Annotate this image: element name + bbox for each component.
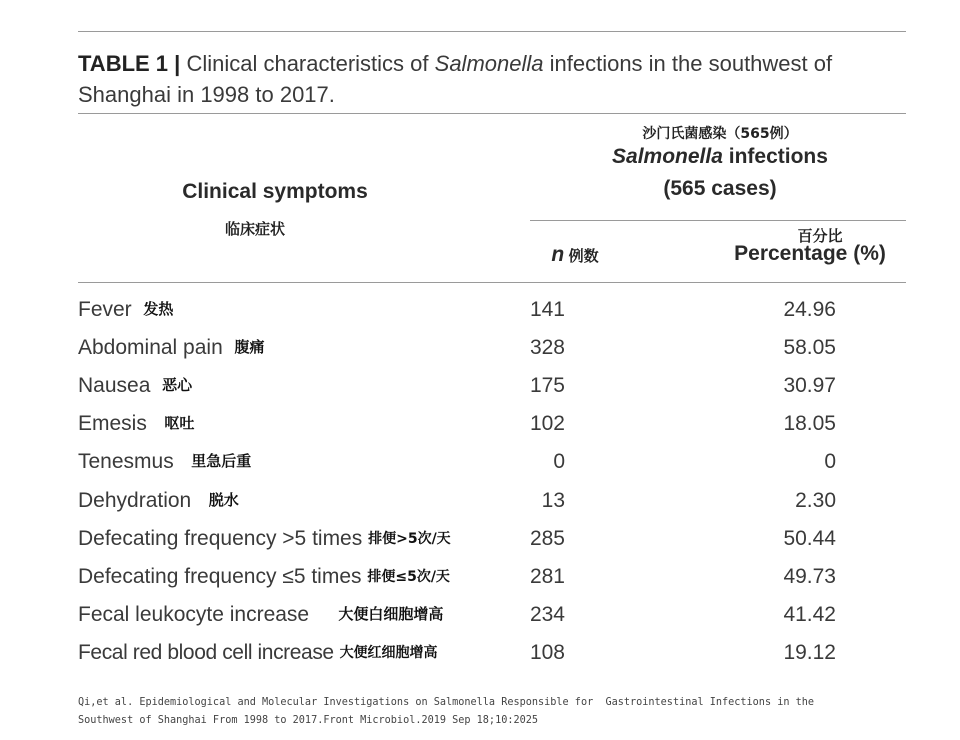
symptom-en: Nausea <box>78 374 151 397</box>
symptom-en: Defecating frequency ≤5 times <box>78 565 362 588</box>
percentage-cell: 24.96 <box>783 298 836 321</box>
citation <box>78 694 908 730</box>
symptom-en: Dehydration <box>78 489 192 512</box>
group-header-cases: (565 cases) <box>663 177 777 200</box>
symptom-cell <box>78 412 194 436</box>
table-row <box>78 565 906 603</box>
symptom-cn: 恶心 <box>162 376 193 394</box>
symptom-cn: 排便>5次/天 <box>368 531 451 547</box>
table-title <box>78 48 898 110</box>
symptom-cn: 腹痛 <box>234 338 265 356</box>
percentage-cell: 18.05 <box>783 412 836 435</box>
count-cell: 234 <box>529 603 565 626</box>
symptom-cell <box>78 298 173 322</box>
col-header-n <box>520 243 630 267</box>
count-cell: 328 <box>529 336 565 359</box>
table-row <box>78 641 906 679</box>
percentage-cell: 0 <box>824 450 836 473</box>
symptom-cell <box>78 489 239 513</box>
symptom-en: Abdominal pain <box>78 336 223 359</box>
symptom-en: Fecal red blood cell increase <box>78 641 334 664</box>
citation-line-1: Qi,et al. Epidemiological and Molecular Investigations on Salmonella Responsible for Gastrointestinal Infections in the <box>78 697 815 708</box>
percentage-cell: 50.44 <box>783 527 836 550</box>
table-row <box>78 450 906 488</box>
group-header-rest: infections <box>728 145 828 168</box>
count-cell: 285 <box>529 527 565 550</box>
percentage-cell: 49.73 <box>783 565 836 588</box>
count-cell: 13 <box>541 489 565 512</box>
symptom-cell <box>78 374 192 398</box>
symptom-cn: 大便红细胞增高 <box>339 645 438 661</box>
table-label: TABLE 1 | <box>78 51 181 76</box>
symptom-cell <box>78 336 264 360</box>
header-bottom-rule <box>78 282 906 283</box>
symptom-en: Defecating frequency >5 times <box>78 527 363 550</box>
col-header-n-cn: 例数 <box>568 247 599 265</box>
symptom-cn: 脱水 <box>208 491 239 509</box>
table-row <box>78 298 906 336</box>
symptom-cell <box>78 641 438 665</box>
count-cell: 108 <box>529 641 565 664</box>
symptom-cell <box>78 450 251 474</box>
table-row <box>78 489 906 527</box>
symptom-cn: 发热 <box>143 300 174 318</box>
table-row <box>78 412 906 450</box>
percentage-cell: 2.30 <box>795 489 836 512</box>
count-cell: 0 <box>553 450 565 473</box>
symptom-cn: 呕吐 <box>164 414 195 432</box>
count-cell: 141 <box>529 298 565 321</box>
symptom-en: Fecal leukocyte increase <box>78 603 310 626</box>
symptom-cell <box>78 603 443 627</box>
group-header-en <box>560 145 880 169</box>
symptom-cell <box>78 565 450 589</box>
col-header-n-italic: n <box>551 243 565 266</box>
percentage-cell: 41.42 <box>783 603 836 626</box>
top-rule <box>78 31 906 32</box>
percentage-cell: 19.12 <box>783 641 836 664</box>
col-header-symptoms: Clinical symptoms <box>182 180 368 203</box>
symptom-en: Tenesmus <box>78 450 174 473</box>
symptom-cn: 排便≤5次/天 <box>367 569 450 585</box>
symptom-en: Emesis <box>78 412 147 435</box>
col-header-symptoms-cn: 临床症状 <box>224 220 285 238</box>
col-header-pct: Percentage (%) <box>734 242 886 265</box>
percentage-cell: 58.05 <box>783 336 836 359</box>
symptom-cn: 大便白细胞增高 <box>338 605 444 623</box>
table-row <box>78 603 906 641</box>
title-text-post: infections in the southwest of Shanghai in 1998 to 2017. <box>78 51 833 107</box>
title-text-pre: Clinical characteristics of <box>186 51 429 76</box>
symptom-cn: 里急后重 <box>191 452 252 470</box>
symptom-cell <box>78 527 451 551</box>
count-cell: 175 <box>529 374 565 397</box>
header-top-rule <box>78 113 906 114</box>
table-row <box>78 374 906 412</box>
count-cell: 281 <box>529 565 565 588</box>
group-rule <box>530 220 906 221</box>
table-row <box>78 336 906 374</box>
col-header-pct-cn: 百分比 <box>797 227 843 245</box>
table-row <box>78 527 906 565</box>
count-cell: 102 <box>529 412 565 435</box>
symptom-en: Fever <box>78 298 132 321</box>
title-text-italic: Salmonella <box>434 51 544 76</box>
group-header-italic: Salmonella <box>612 145 723 168</box>
group-header-cn: 沙门氏菌感染（565例） <box>642 126 798 142</box>
percentage-cell: 30.97 <box>783 374 836 397</box>
citation-line-2: Southwest of Shanghai From 1998 to 2017.Front Microbiol.2019 Sep 18;10:2025 <box>78 715 539 726</box>
